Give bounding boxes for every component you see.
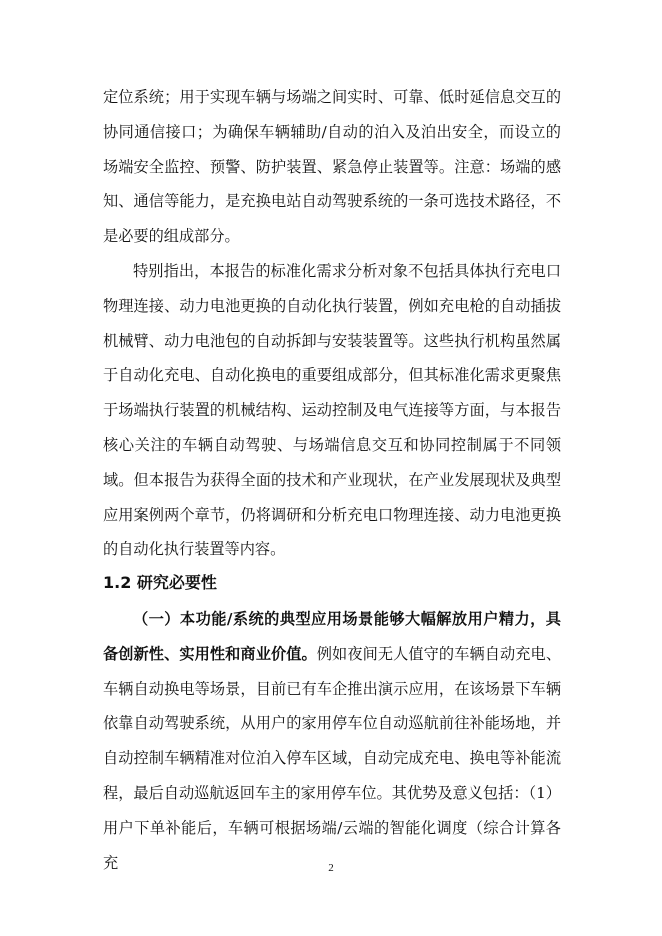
section-heading: 1.2 研究必要性 bbox=[103, 573, 217, 592]
body-text-upper bbox=[103, 80, 561, 567]
paragraph-continuation: 定位系统；用于实现车辆与场端之间实时、可靠、低时延信息交互的协同通信接口；为确保车辆辅助/自动的泊入及泊出安全，而设立的场端安全监控、预警、防护装置、紧急停止装置等。注意：场端的感知、通信等能力，是充换电站自动驾驶系统的一条可选技术路径，不是必要的组成部分。 bbox=[103, 88, 561, 246]
page-number: 2 bbox=[328, 862, 334, 874]
paragraph-necessity-lead: （一）本功能/系统的典型应用场景能够大幅解放用户精力，具备创新性、实用性和商业价值。 bbox=[103, 610, 561, 663]
paragraph-necessity-body: 例如夜间无人值守的车辆自动充电、车辆自动换电等场景，目前已有车企推出演示应用，在该场景下车辆依靠自动驾驶系统，从用户的家用停车位自动巡航前往补能场地，并自动控制车辆精准对位泊入停车区域，自动完成充电、换电等补能流程，最后自动巡航返回车主的家用停车位。其优势及意义包括：（1）用户下单补能后，车辆可根据场端/云端的智能化调度（综合计算各充 bbox=[103, 644, 562, 872]
paragraph-necessity bbox=[103, 602, 561, 880]
body-text-lower bbox=[103, 602, 561, 880]
paragraph-scope: 特别指出，本报告的标准化需求分析对象不包括具体执行充电口物理连接、动力电池更换的自动化执行装置，例如充电枪的自动插拔机械臂、动力电池包的自动拆卸与安装装置等。这些执行机构虽然属于自动化充电、自动化换电的重要组成部分，但其标准化需求更聚焦于场端执行装置的机械结构、运动控制及电气连接等方面，与本报告核心关注的车辆自动驾驶、与场端信息交互和协同控制属于不同领域。但本报告为获得全面的技术和产业现状，在产业发展现状及典型应用案例两个章节，仍将调研和分析充电口物理连接、动力电池更换的自动化执行装置等内容。 bbox=[103, 261, 561, 559]
